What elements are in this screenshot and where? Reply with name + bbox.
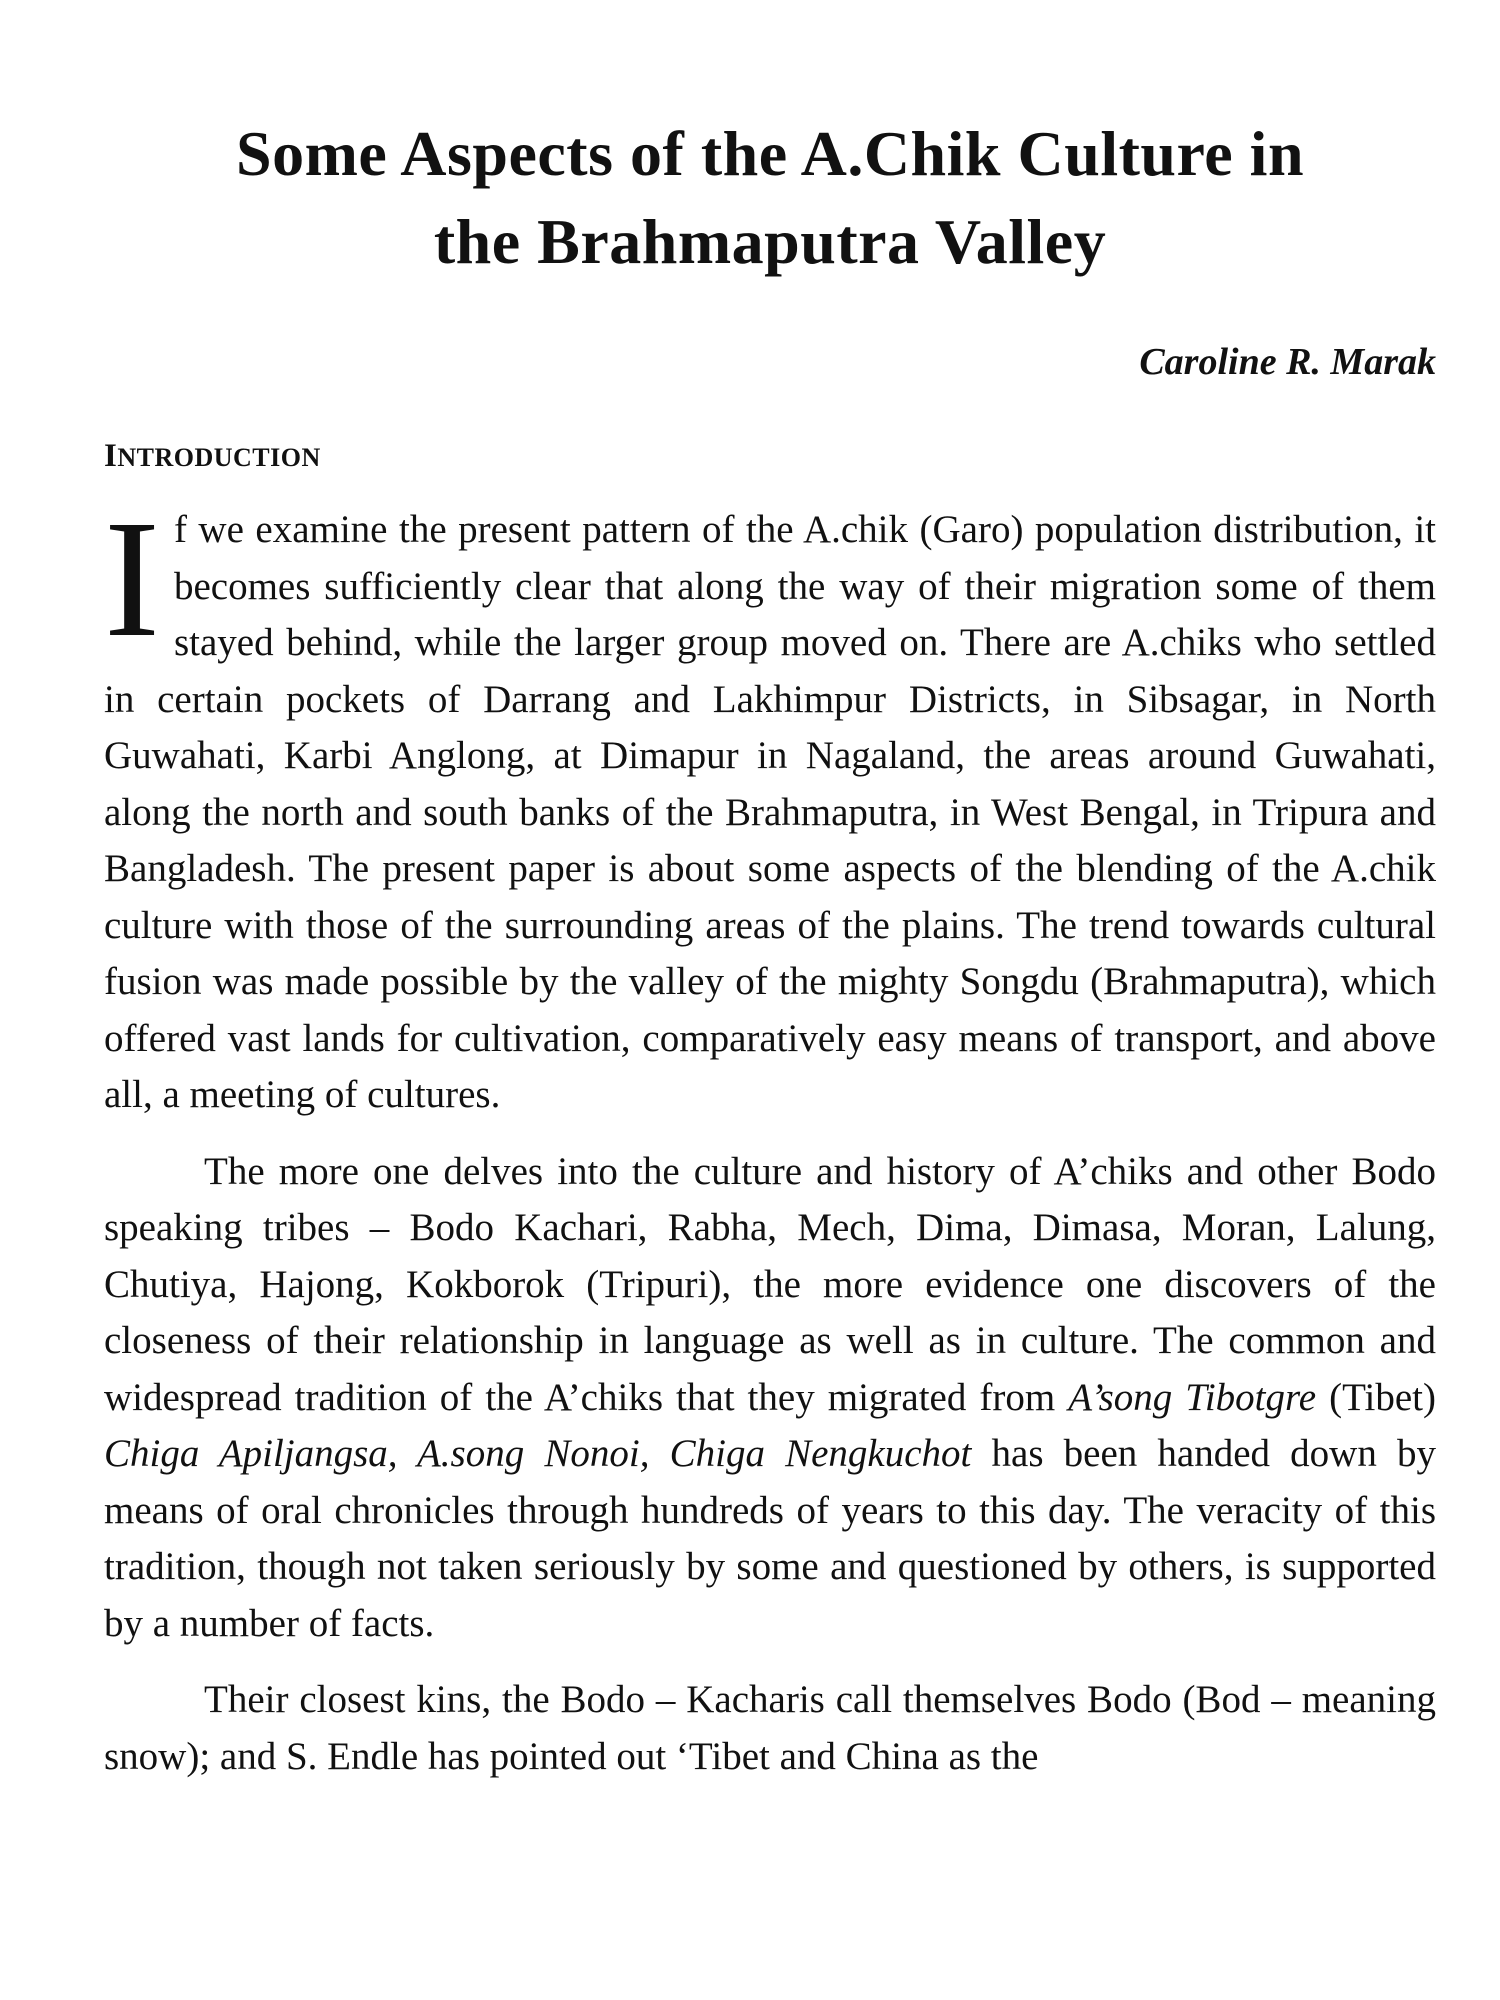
paragraph-2-text-b: (Tibet) <box>1316 1375 1437 1419</box>
section-heading <box>104 434 1436 480</box>
document-page <box>104 110 1436 1785</box>
author-name: Caroline R. Marak <box>1139 341 1436 383</box>
title-line-2: the Brahmaputra Valley <box>433 206 1107 277</box>
paragraph-3 <box>104 1672 1436 1785</box>
paragraph-2-text-c: has been handed down by means of oral chronicles through hundreds of years to this day. The veracity of this tradition, though not taken seriously by some and questioned by others, is supported by a number of facts. <box>104 1432 1436 1645</box>
section-heading-initial: I <box>104 438 118 474</box>
section-heading-rest: NTRODUCTION <box>117 443 321 472</box>
article-title <box>104 110 1436 286</box>
drop-cap: I <box>104 486 160 672</box>
paragraph-2-italic-a: A’song Tibotgre <box>1068 1375 1317 1419</box>
paragraph-2 <box>104 1144 1436 1653</box>
title-line-1: Some Aspects of the A.Chik Culture in <box>235 118 1305 189</box>
paragraph-3-text: Their closest kins, the Bodo – Kacharis call themselves Bodo (Bod – meaning snow); and S. Endle has pointed out ‘Tibet and China as the <box>104 1678 1436 1778</box>
paragraph-1-text: f we examine the present pattern of the A.chik (Garo) population distribution, it becomes sufficiently clear that along the way of their migration some of them stayed behind, while the larger group moved on. There are A.chiks who settled in certain pockets of Darrang and Lakhimpur Districts, in Sibsagar, in North Guwahati, Karbi Anglong, at Dimapur in Nagaland, the areas around Guwahati, along the north and south banks of the Brahmaputra, in West Bengal, in Tripura and Bangladesh. The present paper is about some aspects of the blending of the A.chik culture with those of the surrounding areas of the plains. The trend towards cultural fusion was made possible by the valley of the mighty Songdu (Brahmaputra), which offered vast lands for cultivation, comparatively easy means of transport, and above all, a meeting of cultures. <box>104 508 1436 1116</box>
paragraph-1 <box>104 486 1436 1124</box>
paragraph-2-italic-b: Chiga Apiljangsa, A.song Nonoi, Chiga Nengkuchot <box>104 1432 972 1475</box>
paragraph-2-text-a: The more one delves into the culture and history of A’chiks and other Bodo speaking tribes – Bodo Kachari, Rabha, Mech, Dima, Dimasa, Moran, Lalung, Chutiya, Hajong, Kokborok (Tripuri), the more evidence one discovers of the closeness of their relationship in language as well as in culture. The common and widespread tradition of the A’chiks that they migrated from <box>104 1149 1436 1419</box>
